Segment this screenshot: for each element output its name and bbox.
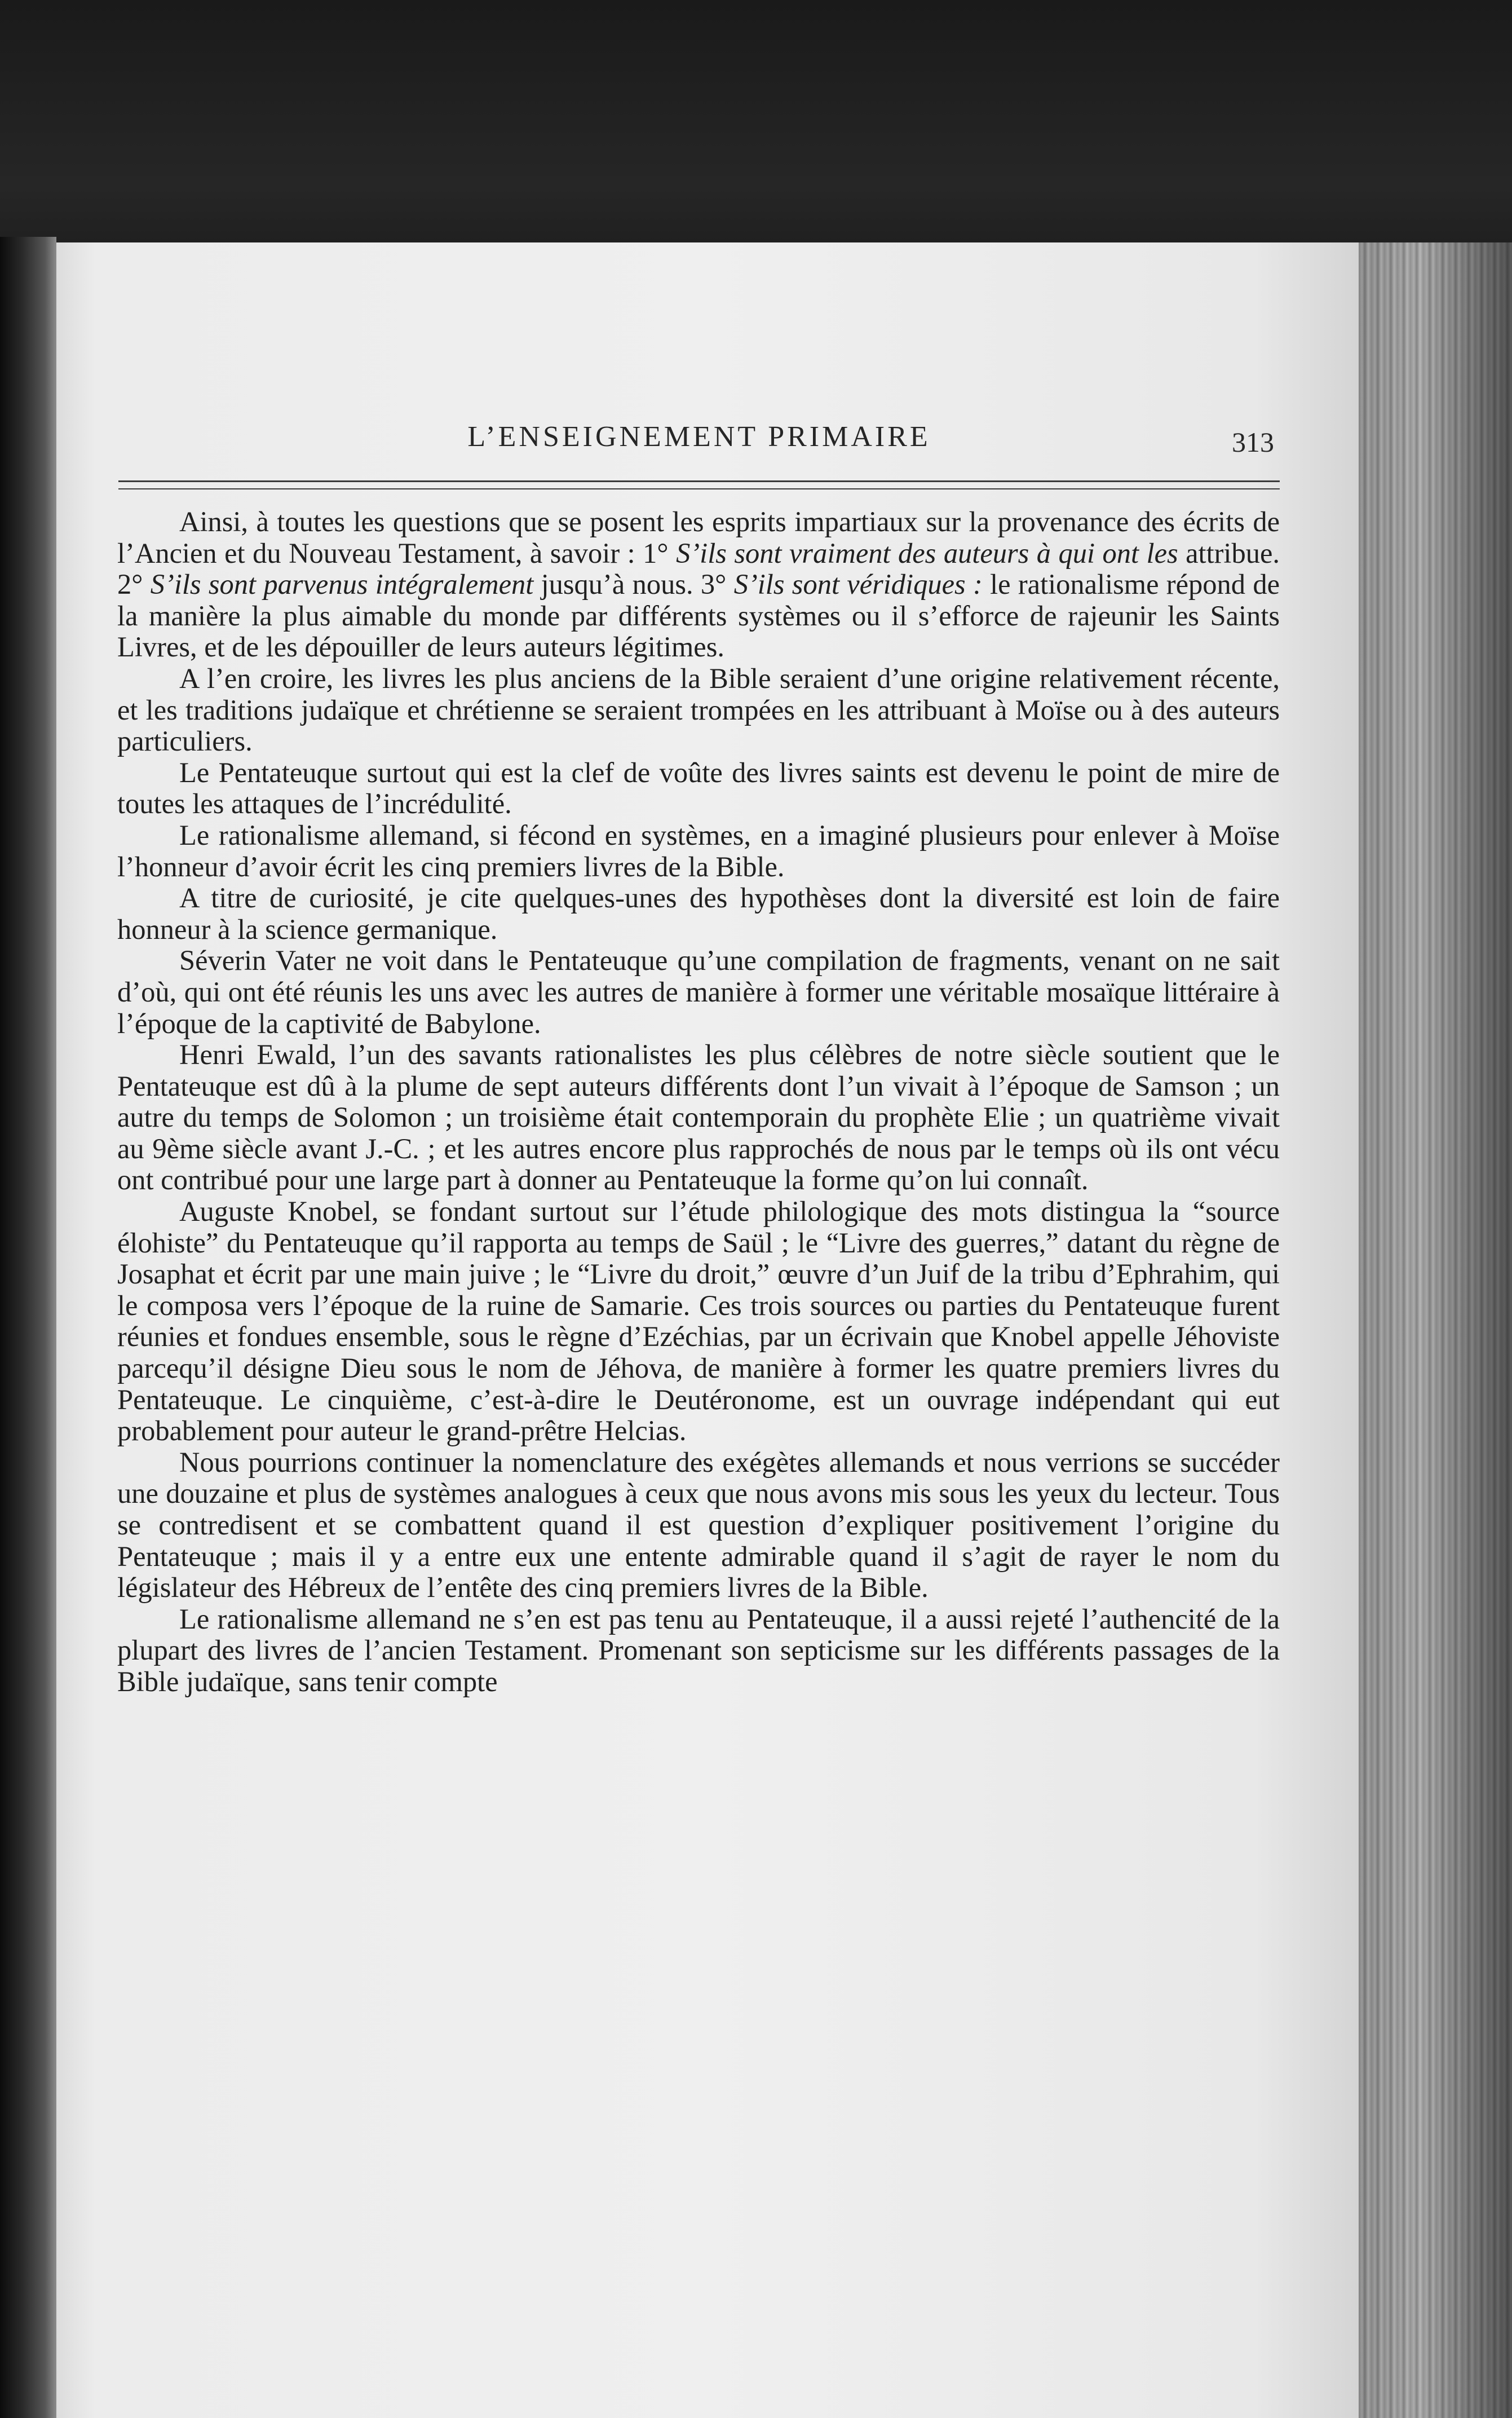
paragraph-6: Séverin Vater ne voit dans le Pentateuque qu’une compilation de fragments, venant on ne sait d’où, qui ont été réunis les uns avec les autres de manière à former une véritable mosaïque littéraire à l’époque de la captivité de Babylone. [117, 945, 1280, 1039]
running-title: L’ENSEIGNEMENT PRIMAIRE [467, 421, 931, 453]
paragraph-5: A titre de curiosité, je cite quelques-unes des hypothèses dont la diversité est loin de faire honneur à la science germanique. [117, 882, 1280, 945]
paragraph-1: Ainsi, à toutes les questions que se posent les esprits impartiaux sur la provenance des écrits de l’Ancien et du Nouveau Testament, à savoir : 1° S’ils sont vraiment des auteurs à qui ont les attribue. 2° S’ils sont parvenus intégralement jusqu’à nous. 3° S’ils sont véridiques : le rationalisme répond de la manière la plus aimable du monde par différents systèmes ou il s’efforce de rajeunir les Saints Livres, et de les dépouiller de leurs auteurs légitimes. [117, 506, 1280, 663]
italic-question-1: S’ils sont vraiment des auteurs à qui ont les [676, 537, 1178, 569]
italic-question-3: S’ils sont véridiques : [733, 568, 983, 601]
italic-question-2: S’ils sont parvenus intégralement [150, 568, 534, 601]
paragraph-8: Auguste Knobel, se fondant surtout sur l’étude philologique des mots distingua la “source élohiste” du Pentateuque qu’il rapporta au temps de Saül ; le “Livre des guerres,” datant du règne de Josaphat et écrit par une main juive ; le “Livre du droit,” œuvre d’un Juif de la tribu d’Ephrahim, qui le composa vers l’époque de la ruine de Samarie. Ces trois sources ou parties du Pentateuque furent réunies et fondues ensemble, sous le règne d’Ezéchias, par un écrivain que Knobel appelle Jéhoviste parcequ’il désigne Dieu sous le nom de Jéhova, de manière à former les quatre premiers livres du Pentateuque. Le cinquième, c’est-à-dire le Deutéronome, est un ouvrage indépendant qui eut probablement pour auteur le grand-prêtre Helcias. [117, 1195, 1280, 1447]
paragraph-7: Henri Ewald, l’un des savants rationalistes les plus célèbres de notre siècle soutient que le Pentateuque est dû à la plume de sept auteurs différents dont l’un vivait à l’époque de Samson ; un autre du temps de Solomon ; un troisième était contemporain du prophète Elie ; un quatrième vivait au 9ème siècle avant J.-C. ; et les autres encore plus rapprochés de nous par le temps où ils ont vécu ont contribué pour une large part à donner au Pentateuque la forme qu’on lui connaît. [117, 1039, 1280, 1196]
paragraph-2: A l’en croire, les livres les plus anciens de la Bible seraient d’une origine relativement récente, et les traditions judaïque et chrétienne se seraient trompées en les attribuant à Moïse ou à des auteurs particuliers. [117, 662, 1280, 757]
body-text [117, 506, 1280, 1698]
book-page [56, 242, 1359, 2418]
page-block-edge [1359, 242, 1512, 2418]
scan-background-top [0, 0, 1512, 265]
paragraph-10: Le rationalisme allemand ne s’en est pas tenu au Pentateuque, il a aussi rejeté l’authencité de la plupart des livres de l’ancien Testament. Promenant son septicisme sur les différents passages de la Bible judaïque, sans tenir compte [117, 1603, 1280, 1697]
running-header [118, 420, 1280, 460]
paragraph-3: Le Pentateuque surtout qui est la clef de voûte des livres saints est devenu le point de mire de toutes les attaques de l’incrédulité. [117, 756, 1280, 820]
paragraph-4: Le rationalisme allemand, si fécond en systèmes, en a imaginé plusieurs pour enlever à Moïse l’honneur d’avoir écrit les cinq premiers livres de la Bible. [117, 819, 1280, 883]
header-rule [118, 480, 1280, 489]
page-number: 313 [1232, 426, 1274, 458]
paragraph-9: Nous pourrions continuer la nomenclature des exégètes allemands et nous verrions se succéder une douzaine et plus de systèmes analogues à ceux que nous avons mis sous les yeux du lecteur. Tous se contredisent et se combattent quand il est question d’expliquer positivement l’origine du Pentateuque ; mais il y a entre eux une entente admirable quand il s’agit de rayer le nom du législateur des Hébreux de l’entête des cinq premiers livres de la Bible. [117, 1446, 1280, 1604]
facing-page-edge [0, 237, 56, 2418]
